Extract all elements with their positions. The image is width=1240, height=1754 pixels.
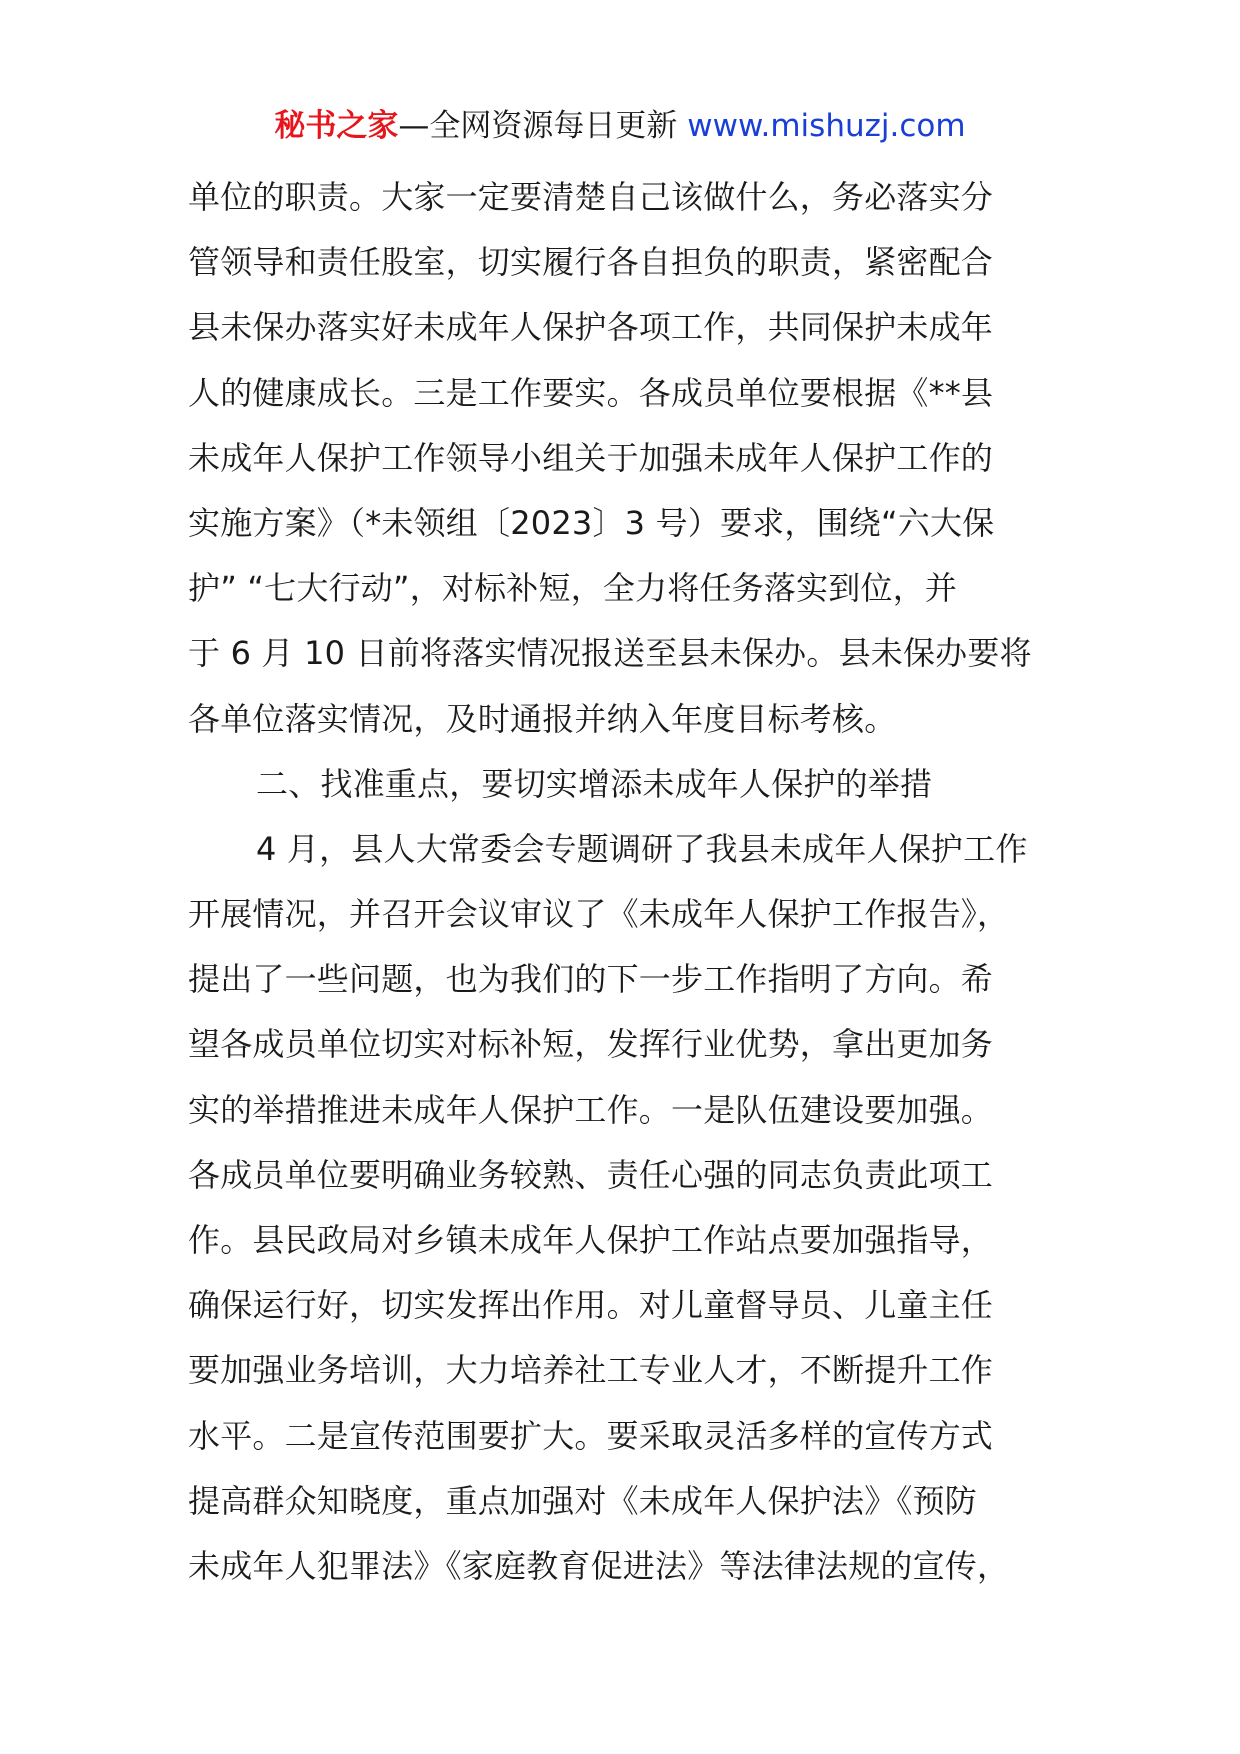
- text-line: 各单位落实情况，及时通报并纳入年度目标考核。: [188, 699, 897, 738]
- text-line: 各成员单位要明确业务较熟、责任心强的同志负责此项工: [188, 1155, 994, 1194]
- section-heading: 二、找准重点，要切实增添未成年人保护的举措: [256, 764, 933, 803]
- document-body: [188, 165, 1068, 1599]
- text-line: 护” “七大行动”，对标补短，全力将任务落实到位，并: [188, 569, 958, 608]
- text-line: 确保运行好，切实发挥出作用。对儿童督导员、儿童主任: [188, 1286, 994, 1325]
- page-header: [0, 104, 1240, 148]
- paragraph-start-line: 4 月，县人大常委会专题调研了我县未成年人保护工作: [256, 829, 1028, 868]
- text-line: 望各成员单位切实对标补短，发挥行业优势，拿出更加务: [188, 1025, 994, 1064]
- text-line: 未成年人犯罪法》《家庭教育促进法》等法律法规的宣传，: [188, 1546, 1010, 1585]
- text-line: 于 6 月 10 日前将落实情况报送至县未保办。县未保办要将: [188, 634, 1032, 673]
- header-url[interactable]: www.mishuzj.com: [687, 108, 966, 144]
- text-line: 水平。二是宣传范围要扩大。要采取灵活多样的宣传方式: [188, 1416, 994, 1455]
- text-line: 开展情况，并召开会议审议了《未成年人保护工作报告》，: [188, 895, 1010, 934]
- header-tagline: —全网资源每日更新: [398, 108, 688, 144]
- text-line: 实的举措推进未成年人保护工作。一是队伍建设要加强。: [188, 1090, 994, 1129]
- text-line: 单位的职责。大家一定要清楚自己该做什么，务必落实分: [188, 178, 994, 216]
- text-line: 提出了一些问题，也为我们的下一步工作指明了方向。希: [188, 960, 994, 999]
- text-line: 实施方案》（*未领组〔2023〕3 号）要求，围绕“六大保: [188, 503, 995, 542]
- text-line: 提高群众知晓度，重点加强对《未成年人保护法》《预防: [188, 1481, 978, 1520]
- text-line: 管领导和责任股室，切实履行各自担负的职责，紧密配合: [188, 243, 994, 282]
- text-line: 人的健康成长。三是工作要实。各成员单位要根据《**县: [188, 373, 994, 412]
- text-line: 县未保办落实好未成年人保护各项工作，共同保护未成年: [188, 308, 994, 347]
- brand-name: 秘书之家: [274, 108, 399, 144]
- text-line: 要加强业务培训，大力培养社工专业人才，不断提升工作: [188, 1351, 994, 1390]
- text-line: 未成年人保护工作领导小组关于加强未成年人保护工作的: [188, 438, 994, 477]
- text-line: 作。县民政局对乡镇未成年人保护工作站点要加强指导，: [188, 1221, 994, 1259]
